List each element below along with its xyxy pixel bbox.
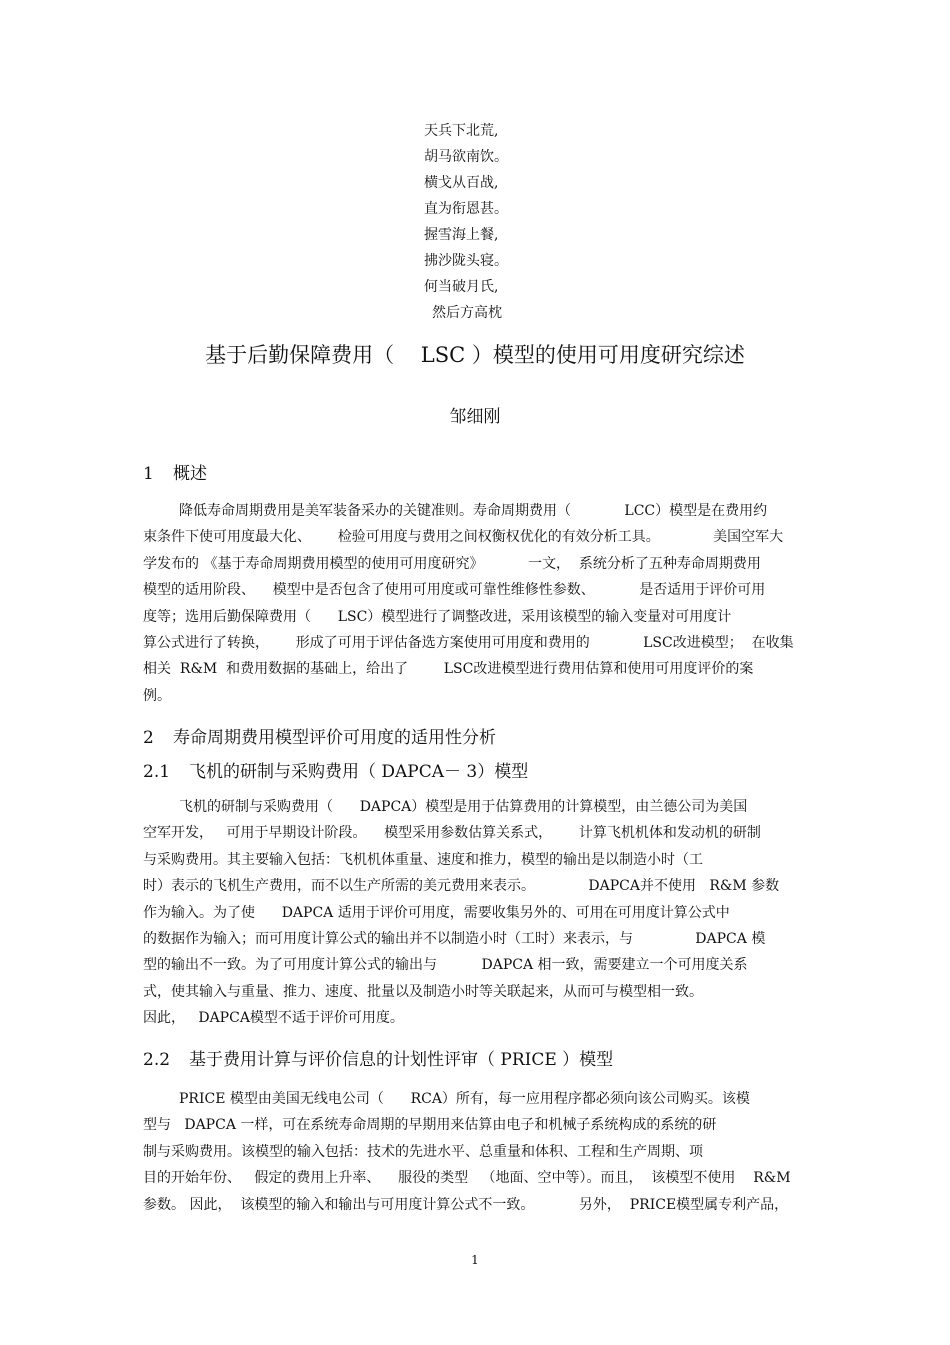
section-heading-2 xyxy=(143,726,496,750)
text-line: 时）表示的飞机生产费用，而不以生产所需的美元费用来表示。 DAPCA并不使用 R&M 参数 xyxy=(143,878,780,895)
text-line: 例。 xyxy=(143,687,171,704)
text-line: 飞机的研制与采购费用（ DAPCA）模型是用于估算费用的计算模型，由兰德公司为美国 xyxy=(179,799,748,815)
poem-line: 然后方高枕 xyxy=(432,305,502,321)
text-line: 的数据作为输入；而可用度计算公式的输出并不以制造小时（工时）来表示，与 DAPCA 模 xyxy=(143,930,766,947)
text-line: 型与 DAPCA 一样，可在系统寿命周期的早期用来估算由电子和机械子系统构成的系统的研 xyxy=(143,1117,717,1134)
section-heading-2-1 xyxy=(143,760,528,784)
section-title: 飞机的研制与采购费用（ DAPCA－ 3）模型 xyxy=(189,762,529,782)
poem-line: 何当破月氏, xyxy=(424,279,499,295)
text-line: 学发布的 《基于寿命周期费用模型的使用可用度研究》 一文， 系统分析了五种寿命周期费用 xyxy=(143,555,761,572)
section-number: 2.2 xyxy=(143,1050,171,1070)
text-line: PRICE 模型由美国无线电公司（ RCA）所有，每一应用程序都必须向该公司购买。该模 xyxy=(179,1091,750,1107)
text-line: 空军开发， 可用于早期设计阶段。 模型采用参数估算关系式， 计算飞机机体和发动机的研制 xyxy=(143,825,761,842)
text-line: 束条件下使可用度最大化、 检验可用度与费用之间权衡权优化的有效分析工具。 美国空军大 xyxy=(143,529,784,546)
section-1-paragraph xyxy=(143,498,813,709)
poem-line: 直为衔恩甚。 xyxy=(424,201,508,217)
section-number: 2 xyxy=(143,728,154,748)
section-title: 基于费用计算与评价信息的计划性评审（ PRICE ）模型 xyxy=(189,1050,614,1070)
text-line: 降低寿命周期费用是美军装备采办的关键准则。寿命周期费用（ LCC）模型是在费用约 xyxy=(179,503,768,519)
text-line: 式，使其输入与重量、推力、速度、批量以及制造小时等关联起来，从而可与模型相一致。 xyxy=(143,983,703,1000)
poem-line: 天兵下北荒, xyxy=(424,123,499,139)
text-line: 度等；选用后勤保障费用（ LSC）模型进行了调整改进，采用该模型的输入变量对可用度计 xyxy=(143,608,732,625)
poem xyxy=(424,118,624,326)
section-2-2-paragraph xyxy=(143,1086,813,1218)
section-heading-2-2 xyxy=(143,1048,613,1072)
page-number: 1 xyxy=(471,1253,479,1267)
text-line: 相关 R&M 和费用数据的基础上，给出了 LSC改进模型进行费用估算和使用可用度评价的案 xyxy=(143,661,754,678)
section-number: 2.1 xyxy=(143,762,171,782)
text-line: 作为输入。为了使 DAPCA 适用于评价可用度，需要收集另外的、可用在可用度计算公式中 xyxy=(143,904,730,921)
section-title: 概述 xyxy=(173,464,207,484)
text-line: 制与采购费用。该模型的输入包括：技术的先进水平、总重量和体积、工程和生产周期、项 xyxy=(143,1143,703,1160)
text-line: 算公式进行了转换， 形成了可用于评估备选方案使用可用度和费用的 LSC改进模型； 在收集 xyxy=(143,634,794,651)
document-title: 基于后勤保障费用（ LSC ）模型的使用可用度研究综述 xyxy=(205,343,745,367)
text-line: 模型的适用阶段、 模型中是否包含了使用可用度或可靠性维修性参数、 是否适用于评价可用 xyxy=(143,582,766,599)
text-line: 参数。 因此， 该模型的输入和输出与可用度计算公式不一致。 另外， PRICE模型属专利产品， xyxy=(143,1196,789,1213)
section-title: 寿命周期费用模型评价可用度的适用性分析 xyxy=(173,728,496,748)
text-line: 型的输出不一致。为了可用度计算公式的输出与 DAPCA 相一致，需要建立一个可用度关系 xyxy=(143,957,748,974)
section-number: 1 xyxy=(143,464,154,484)
poem-line: 握雪海上餐, xyxy=(424,227,499,243)
section-heading-1 xyxy=(143,462,207,486)
poem-line: 拂沙陇头寝。 xyxy=(424,253,508,269)
poem-line: 横戈从百战, xyxy=(424,175,499,191)
section-2-1-paragraph xyxy=(143,794,813,1032)
text-line: 与采购费用。其主要输入包括：飞机机体重量、速度和推力，模型的输出是以制造小时（工 xyxy=(143,851,703,868)
text-line: 因此， DAPCA模型不适于评价可用度。 xyxy=(143,1010,404,1027)
poem-line: 胡马欲南饮。 xyxy=(424,149,508,165)
text-line: 目的开始年份、 假定的费用上升率、 服役的类型 （地面、空中等）。而且， 该模型不使用 R&M xyxy=(143,1170,791,1187)
author-name: 邹细刚 xyxy=(449,407,501,427)
